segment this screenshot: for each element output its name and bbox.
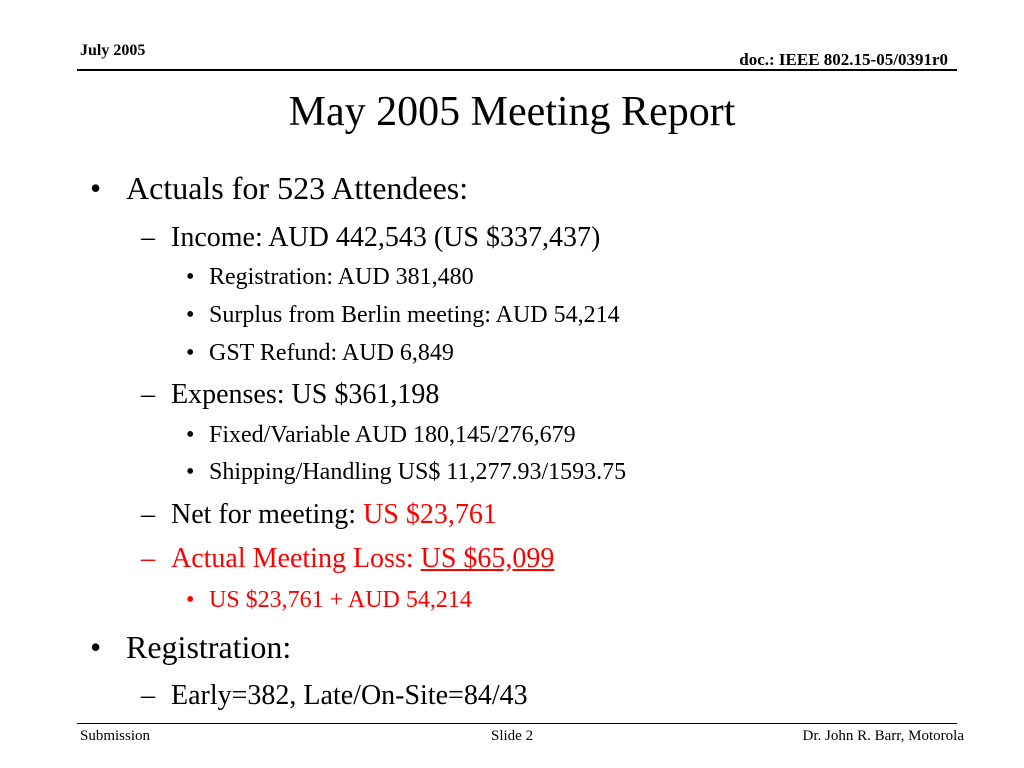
bullet-text: Surplus from Berlin meeting: AUD 54,214 [209,302,620,328]
bullet-text: Fixed/Variable AUD 180,145/276,679 [209,422,576,448]
bullet-marker: • [186,459,195,485]
net-label: Net for meeting: [171,499,364,530]
bullet-text-wrap [171,497,497,533]
dash-marker: – [141,680,155,711]
bullet-text: Actuals for 523 Attendees: [126,170,469,206]
loss-value: US $65,099 [420,543,555,574]
bullet-marker: • [90,629,102,665]
net-value: US $23,761 [363,499,497,530]
header-doc-id: doc.: IEEE 802.15-05/0391r0 [739,50,948,69]
dash-marker: – [141,379,155,410]
dash-marker: – [141,543,155,574]
footer-submission: Submission [80,728,151,744]
bullet-marker: • [186,302,195,328]
bullet-marker: • [186,340,195,366]
slide-title: May 2005 Meeting Report [288,89,736,135]
bullet-text: GST Refund: AUD 6,849 [209,340,454,366]
header-date: July 2005 [80,42,146,59]
bullet-text: Shipping/Handling US$ 11,277.93/1593.75 [209,459,627,485]
bullet-text: Income: AUD 442,543 (US $337,437) [171,222,601,253]
bullet-text: Registration: AUD 381,480 [209,264,474,290]
footer-slide-number: Slide 2 [491,728,534,744]
dash-marker: – [141,222,155,253]
bullet-marker: • [186,264,195,290]
dash-marker: – [141,499,155,530]
bullet-marker: • [90,170,102,206]
bullet-marker: • [186,587,195,613]
bullet-text: Early=382, Late/On-Site=84/43 [171,680,528,711]
footer-author: Dr. John R. Barr, Motorola [802,728,964,744]
bullet-marker: • [186,422,195,448]
header-divider [77,69,957,71]
footer-divider [77,723,957,724]
bullet-text: Expenses: US $361,198 [171,379,440,410]
bullet-text: US $23,761 + AUD 54,214 [209,587,472,613]
loss-label: Actual Meeting Loss: [171,543,421,574]
bullet-text: Registration: [126,629,292,665]
bullet-text-wrap [171,541,554,577]
